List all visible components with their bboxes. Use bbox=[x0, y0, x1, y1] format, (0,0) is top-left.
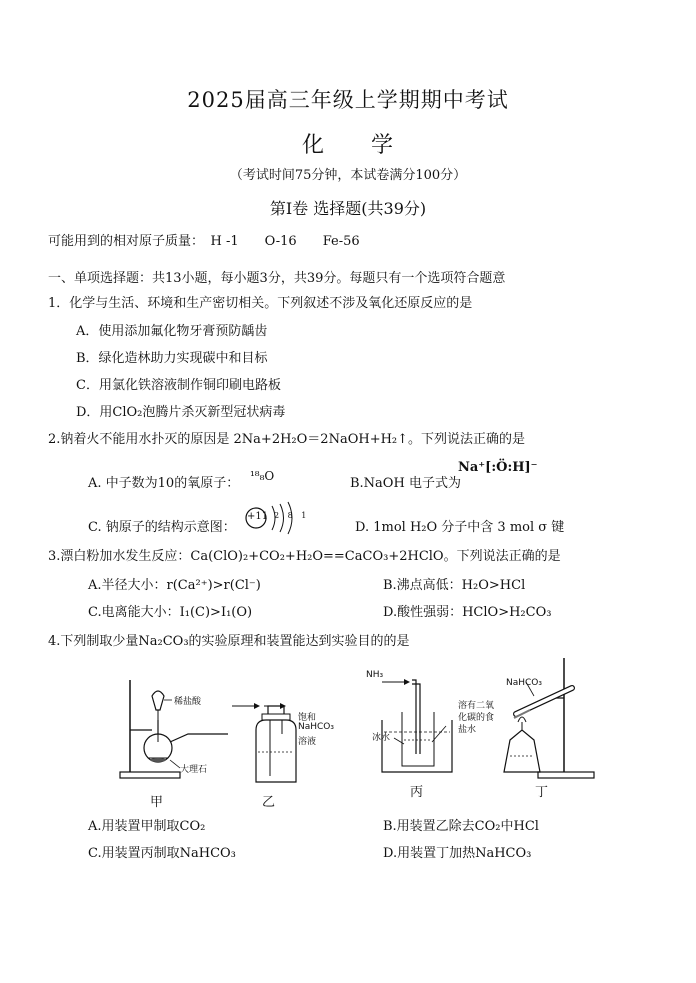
q4-option-c: C.用装置丙制取NaHCO₃ bbox=[88, 846, 236, 861]
q1-stem: 1．化学与生活、环境和生产密切相关。下列叙述不涉及氧化还原反应的是 bbox=[48, 296, 473, 311]
q1-option-b: B．绿化造林助力实现碳中和目标 bbox=[76, 351, 268, 366]
q2-a-isotope: ¹⁸₈O bbox=[250, 469, 275, 483]
q2-stem: 2.钠着火不能用水扑灭的原因是 2Na+2H₂O＝2NaOH+H₂↑。下列说法正确的是 bbox=[48, 432, 526, 447]
q3-option-a: A.半径大小：r(Ca²⁺)>r(Cl⁻) bbox=[88, 578, 261, 593]
q1-option-d: D．用ClO₂泡腾片杀灭新型冠状病毒 bbox=[76, 405, 286, 420]
label-co2-brine-1: 溶有二氧 bbox=[458, 701, 495, 711]
q4-option-d: D.用装置丁加热NaHCO₃ bbox=[383, 846, 532, 861]
q2-option-c: C. 钠原子的结构示意图： bbox=[88, 520, 236, 535]
label-nh3: NH₃ bbox=[366, 670, 384, 680]
label-nahco3: NaHCO₃ bbox=[298, 722, 334, 732]
exam-info: （考试时间75分钟，本试卷满分100分） bbox=[229, 168, 467, 183]
caption-ding: 丁 bbox=[535, 785, 549, 800]
label-ice-water: 冰水 bbox=[372, 733, 391, 743]
label-marble: 大理石 bbox=[180, 765, 208, 775]
atomic-masses: 可能用到的相对原子质量： H -1 O-16 Fe-56 bbox=[48, 234, 360, 249]
label-nahco3-heat: NaHCO₃ bbox=[506, 678, 542, 688]
caption-yi: 乙 bbox=[262, 795, 276, 810]
label-solution: 溶液 bbox=[298, 737, 317, 747]
q2-option-a: A. 中子数为10的氧原子： bbox=[88, 476, 240, 491]
q1-option-a: A．使用添加氟化物牙膏预防龋齿 bbox=[76, 324, 268, 339]
label-co2-brine-2: 化碳的食 bbox=[458, 713, 495, 723]
q3-option-b: B.沸点高低：H₂O>HCl bbox=[383, 578, 526, 593]
q2-option-d: D. 1mol H₂O 分子中含 3 mol σ 键 bbox=[355, 520, 565, 535]
subject-title: 化 学 bbox=[301, 133, 394, 158]
q4-option-b: B.用装置乙除去CO₂中HCl bbox=[383, 819, 539, 834]
sodium-structure-diagram bbox=[244, 500, 310, 536]
q4-option-a: A.用装置甲制取CO₂ bbox=[88, 819, 206, 834]
caption-bing: 丙 bbox=[410, 785, 424, 800]
q2-option-b: B.NaOH 电子式为 bbox=[350, 476, 461, 491]
q3-option-d: D.酸性强弱：HClO>H₂CO₃ bbox=[383, 605, 552, 620]
shell-electrons: 2 8 1 bbox=[274, 511, 310, 520]
q2-b-electron-formula: Na⁺[:Ö:H]⁻ bbox=[458, 460, 538, 475]
part-intro: 一、单项选择题：共13小题，每小题3分，共39分。每题只有一个选项符合题意 bbox=[48, 271, 506, 286]
section-title: 第Ⅰ卷 选择题(共39分) bbox=[269, 199, 427, 218]
exam-title: 2025届高三年级上学期期中考试 bbox=[187, 88, 509, 112]
caption-jia: 甲 bbox=[150, 795, 164, 810]
apparatus-bing bbox=[362, 668, 502, 780]
label-dilute-hcl: 稀盐酸 bbox=[174, 697, 202, 707]
q3-option-c: C.电离能大小：I₁(C)>I₁(O) bbox=[88, 605, 253, 620]
apparatus-yi bbox=[232, 690, 352, 790]
q4-stem: 4.下列制取少量Na₂CO₃的实验原理和装置能达到实验目的的是 bbox=[48, 634, 410, 649]
label-saturated: 饱和 bbox=[298, 713, 317, 723]
apparatus-jia bbox=[118, 660, 238, 790]
q3-stem: 3.漂白粉加水发生反应：Ca(ClO)₂+CO₂+H₂O==CaCO₃+2HClO。下列说法正确的是 bbox=[48, 549, 561, 564]
apparatus-ding bbox=[500, 656, 600, 782]
label-co2-brine-3: 盐水 bbox=[458, 725, 477, 735]
nucleus-label: +11 bbox=[247, 511, 269, 522]
q1-option-c: C．用氯化铁溶液制作铜印刷电路板 bbox=[76, 378, 281, 393]
